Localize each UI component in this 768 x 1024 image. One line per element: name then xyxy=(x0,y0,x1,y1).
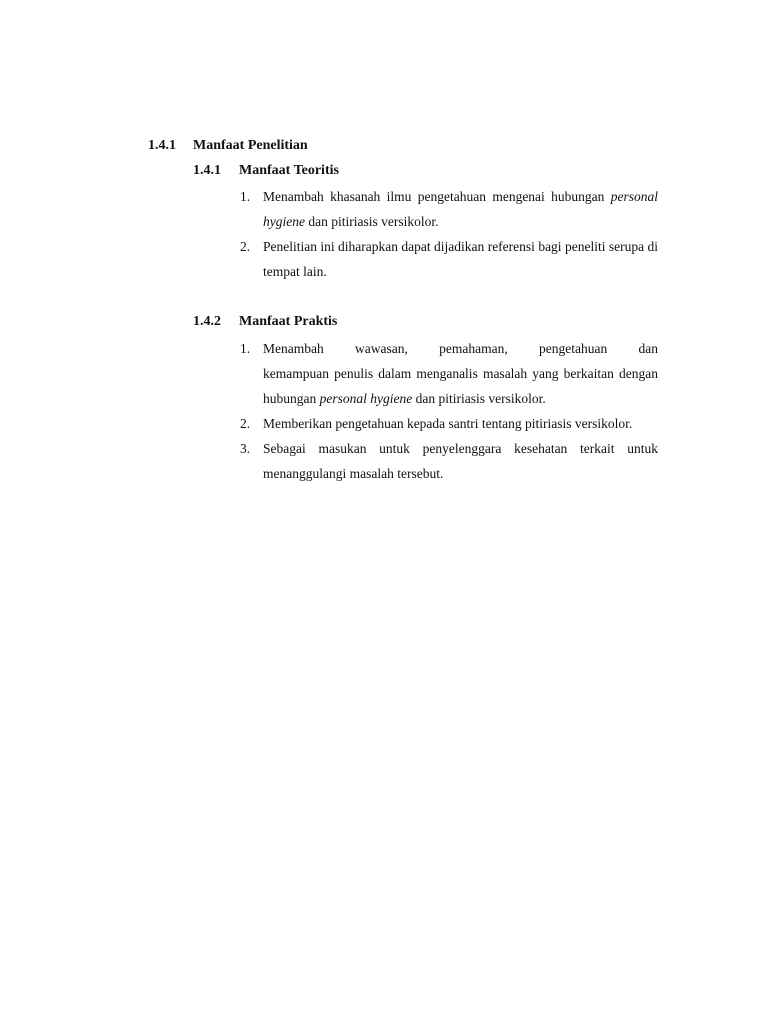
list-marker: 1. xyxy=(240,189,251,204)
list-item xyxy=(240,234,658,284)
item-text: Memberikan pengetahuan kepada santri tentang pitiriasis versikolor. xyxy=(263,416,633,431)
list-item xyxy=(240,436,658,486)
item-text: kemampuan penulis dalam menganalis masalah yang berkaitan dengan hubungan xyxy=(263,366,658,406)
list-item xyxy=(240,184,658,234)
praktis-list xyxy=(240,336,658,486)
list-marker: 3. xyxy=(240,441,251,456)
item-emphasis: personal hygiene xyxy=(263,189,658,229)
item-emphasis: personal hygiene xyxy=(319,391,413,406)
list-item xyxy=(240,411,658,436)
section-number: 1.4.1 xyxy=(148,138,176,153)
item-text-tail: dan pitiriasis versikolor. xyxy=(412,391,546,406)
section-heading xyxy=(148,138,448,154)
list-marker: 2. xyxy=(240,416,251,431)
item-text: Menambah khasanah ilmu pengetahuan mengenai hubungan xyxy=(263,189,611,204)
list-marker: 2. xyxy=(240,239,251,254)
item-text-tail: dan pitiriasis versikolor. xyxy=(304,214,439,229)
subsection-title: Manfaat Praktis xyxy=(239,314,338,329)
subsection-heading-teoritis xyxy=(193,163,493,179)
list-marker: 1. xyxy=(240,341,251,356)
list-item xyxy=(240,336,658,411)
teoritis-list xyxy=(240,184,658,284)
subsection-number: 1.4.1 xyxy=(193,163,221,178)
subsection-heading-praktis xyxy=(193,314,493,330)
subsection-number: 1.4.2 xyxy=(193,314,221,329)
item-text: Sebagai masukan untuk penyelenggara kesehatan terkait untuk menanggulangi masalah tersebut. xyxy=(263,441,658,481)
item-text: Penelitian ini diharapkan dapat dijadikan referensi bagi peneliti serupa di tempat lain. xyxy=(263,239,658,279)
section-title: Manfaat Penelitian xyxy=(193,138,308,153)
item-first-line: Menambah wawasan, pemahaman, pengetahuan dan xyxy=(263,341,658,356)
subsection-title: Manfaat Teoritis xyxy=(239,163,339,178)
